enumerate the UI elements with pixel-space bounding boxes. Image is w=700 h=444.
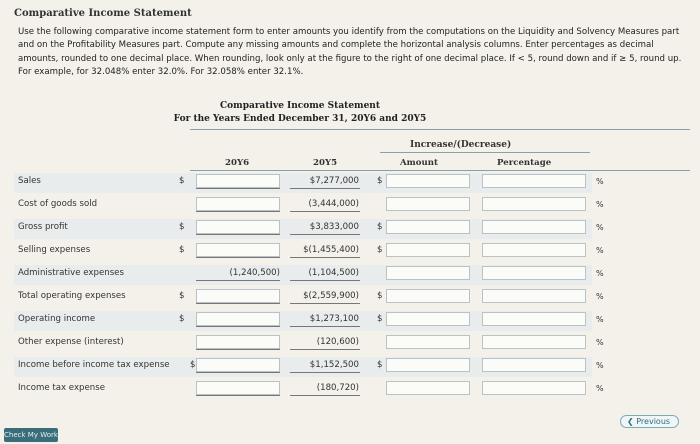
value-20y5: (120,600) — [316, 337, 359, 347]
input-percentage[interactable] — [482, 197, 586, 211]
input-20y6[interactable] — [196, 197, 280, 211]
underline — [290, 234, 360, 235]
statement-subtitle: For the Years Ended December 31, 20Y6 and 20Y5 — [173, 114, 427, 124]
value-20y5: $(2,559,900) — [303, 291, 359, 301]
percent-sign: % — [596, 269, 604, 278]
underline — [290, 211, 360, 212]
percent-sign: % — [596, 292, 604, 301]
instructions-text: Use the following comparative income statement form to enter amounts you identify from the computations on the Liquidity and Solvency Measures part and on the Profitability Measures part. Compute any missing amounts and complete the horizontal analysis columns. Enter percentages as decimal amounts, rounded to one decimal place. When rounding, look only at the figure to the right of one decimal place. If < 5, round down and if ≥ 5, round up. For example, for 32.048% enter 32.0%. For 32.058% enter 32.1%. — [18, 27, 682, 78]
input-20y6[interactable] — [196, 289, 280, 303]
previous-label: Previous — [636, 417, 671, 426]
percent-sign: % — [596, 338, 604, 347]
underline — [290, 280, 360, 281]
input-amount[interactable] — [386, 335, 470, 349]
row-label: Selling expenses — [18, 245, 91, 255]
underline — [196, 211, 280, 212]
value-20y5: (1,104,500) — [308, 268, 359, 278]
dollar-sign: $ — [377, 176, 383, 186]
col-header-amount: Amount — [400, 158, 438, 168]
value-20y5: $1,152,500 — [309, 360, 359, 370]
row-label: Income before income tax expense — [18, 360, 170, 370]
input-amount[interactable] — [386, 381, 470, 395]
input-20y6[interactable] — [196, 243, 280, 257]
input-percentage[interactable] — [482, 289, 586, 303]
input-20y6[interactable] — [196, 312, 280, 326]
underline — [290, 188, 360, 189]
underline — [196, 326, 280, 327]
underline — [290, 372, 360, 373]
row-label: Administrative expenses — [18, 268, 124, 278]
dollar-sign: $ — [190, 360, 196, 370]
dollar-sign: $ — [377, 291, 383, 301]
dollar-sign: $ — [179, 245, 185, 255]
group-rule — [380, 152, 590, 153]
value-20y5: $(1,455,400) — [303, 245, 359, 255]
input-amount[interactable] — [386, 197, 470, 211]
row-label: Operating income — [18, 314, 96, 324]
dollar-sign: $ — [179, 222, 185, 232]
underline — [196, 372, 280, 373]
input-20y6[interactable] — [196, 381, 280, 395]
col-header-20y5: 20Y5 — [313, 158, 338, 168]
percent-sign: % — [596, 315, 604, 324]
increase-decrease-header: Increase/(Decrease) — [410, 140, 512, 150]
value-20y5: $7,277,000 — [309, 176, 359, 186]
value-20y5: $1,273,100 — [309, 314, 359, 324]
input-percentage[interactable] — [482, 243, 586, 257]
input-amount[interactable] — [386, 289, 470, 303]
input-percentage[interactable] — [482, 266, 586, 280]
percent-sign: % — [596, 223, 604, 232]
underline — [290, 303, 360, 304]
input-20y6[interactable] — [196, 358, 280, 372]
underline — [290, 395, 360, 396]
percent-sign: % — [596, 384, 604, 393]
row-label: Other expense (interest) — [18, 337, 124, 347]
percent-sign: % — [596, 361, 604, 370]
input-20y6[interactable] — [196, 335, 280, 349]
input-amount[interactable] — [386, 220, 470, 234]
row-label: Cost of goods sold — [18, 199, 98, 209]
input-20y6[interactable] — [196, 220, 280, 234]
colhead-rule — [190, 170, 690, 171]
col-header-percentage: Percentage — [497, 158, 552, 168]
underline — [196, 280, 280, 281]
previous-button[interactable] — [620, 415, 679, 428]
underline — [290, 257, 360, 258]
input-amount[interactable] — [386, 266, 470, 280]
dollar-sign: $ — [179, 291, 185, 301]
input-amount[interactable] — [386, 312, 470, 326]
underline — [290, 349, 360, 350]
input-percentage[interactable] — [482, 358, 586, 372]
header-rule — [190, 129, 690, 130]
underline — [196, 303, 280, 304]
dollar-sign: $ — [377, 222, 383, 232]
value-20y5: (180,720) — [316, 383, 359, 393]
underline — [196, 257, 280, 258]
input-20y6[interactable] — [196, 174, 280, 188]
value-20y5: $3,833,000 — [309, 222, 359, 232]
input-percentage[interactable] — [482, 381, 586, 395]
value-20y5: (3,444,000) — [308, 199, 359, 209]
underline — [290, 326, 360, 327]
input-percentage[interactable] — [482, 335, 586, 349]
row-label: Total operating expenses — [18, 291, 126, 301]
row-label: Gross profit — [18, 222, 68, 232]
percent-sign: % — [596, 200, 604, 209]
page-title: Comparative Income Statement — [14, 8, 192, 19]
dollar-sign: $ — [377, 360, 383, 370]
dollar-sign: $ — [179, 176, 185, 186]
value-20y6: (1,240,500) — [229, 268, 280, 278]
input-amount[interactable] — [386, 358, 470, 372]
statement-title: Comparative Income Statement — [220, 101, 380, 111]
input-amount[interactable] — [386, 174, 470, 188]
row-label: Income tax expense — [18, 383, 105, 393]
underline — [196, 188, 280, 189]
input-percentage[interactable] — [482, 220, 586, 234]
percent-sign: % — [596, 246, 604, 255]
col-header-20y6: 20Y6 — [225, 158, 250, 168]
percent-sign: % — [596, 177, 604, 186]
dollar-sign: $ — [377, 314, 383, 324]
chevron-left-icon: ❮ — [627, 417, 637, 426]
row-label: Sales — [18, 176, 41, 186]
dollar-sign: $ — [179, 314, 185, 324]
check-my-work-button[interactable]: Check My Work — [4, 428, 58, 442]
underline — [196, 234, 280, 235]
underline — [196, 395, 280, 396]
input-percentage[interactable] — [482, 312, 586, 326]
input-percentage[interactable] — [482, 174, 586, 188]
input-amount[interactable] — [386, 243, 470, 257]
underline — [196, 349, 280, 350]
dollar-sign: $ — [377, 245, 383, 255]
